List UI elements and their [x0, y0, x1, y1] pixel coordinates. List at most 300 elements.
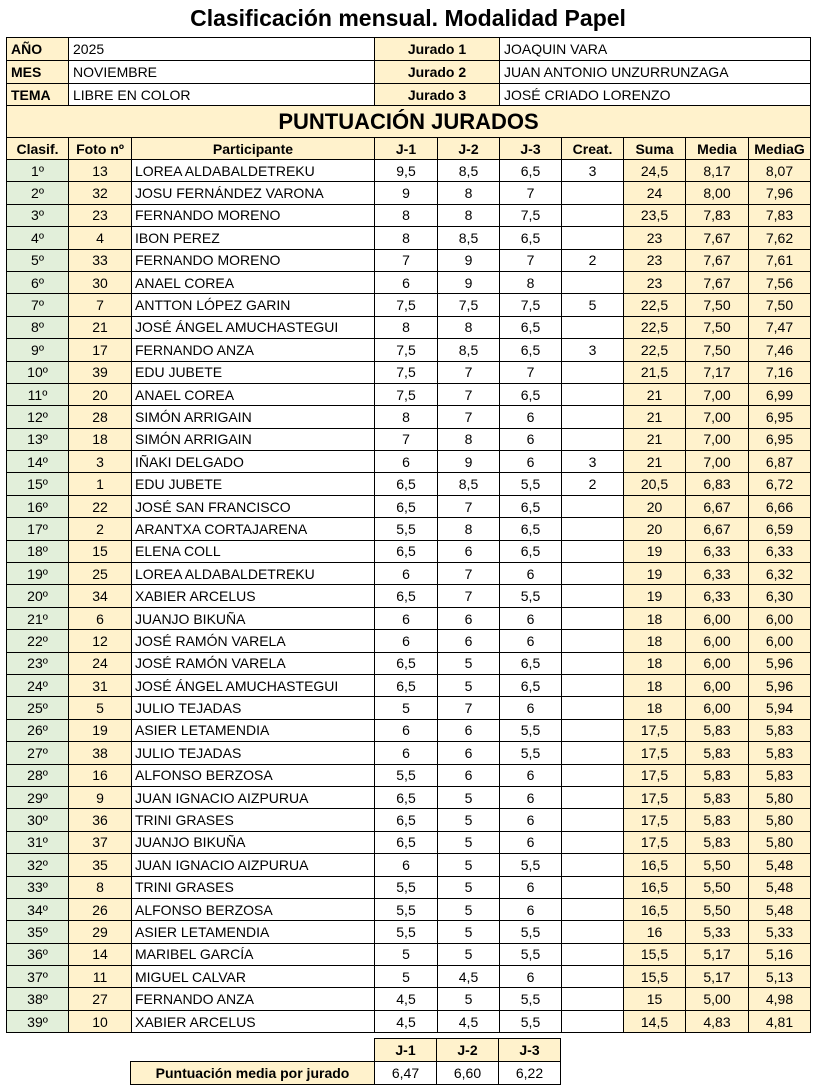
j3-cell: 7: [500, 361, 562, 383]
mediag-cell: 5,80: [749, 786, 811, 808]
participant-cell: ANAEL COREA: [132, 383, 375, 405]
j3-cell: 6: [500, 607, 562, 629]
foto-cell: 18: [69, 428, 132, 450]
j2-cell: 7,5: [438, 294, 500, 316]
info-row-mes: [7, 61, 811, 84]
suma-cell: 15: [624, 988, 686, 1010]
table-row: [7, 585, 811, 607]
table-row: [7, 271, 811, 293]
creat-cell: 3: [562, 339, 624, 361]
rank-cell: 12º: [7, 406, 69, 428]
j3-cell: 5,5: [500, 943, 562, 965]
foto-cell: 3: [69, 451, 132, 473]
participant-cell: IÑAKI DELGADO: [132, 451, 375, 473]
j1-cell: 6,5: [375, 674, 438, 696]
scores-table: [6, 105, 811, 1033]
rank-cell: 20º: [7, 585, 69, 607]
j3-cell: 5,5: [500, 988, 562, 1010]
j1-cell: 7,5: [375, 361, 438, 383]
j2-cell: 7: [438, 585, 500, 607]
rank-cell: 10º: [7, 361, 69, 383]
rank-cell: 5º: [7, 249, 69, 271]
foto-cell: 31: [69, 674, 132, 696]
foto-cell: 15: [69, 540, 132, 562]
table-row: [7, 988, 811, 1010]
j3-cell: 6,5: [500, 495, 562, 517]
media-cell: 5,83: [686, 719, 749, 741]
j2-cell: 8,5: [438, 160, 500, 182]
suma-cell: 21: [624, 428, 686, 450]
j3-cell: 6: [500, 831, 562, 853]
media-cell: 7,00: [686, 406, 749, 428]
participant-cell: MIGUEL CALVAR: [132, 966, 375, 988]
media-cell: 6,00: [686, 652, 749, 674]
participant-cell: JULIO TEJADAS: [132, 697, 375, 719]
suma-cell: 15,5: [624, 966, 686, 988]
mediag-cell: 7,46: [749, 339, 811, 361]
table-row: [7, 249, 811, 271]
creat-cell: [562, 697, 624, 719]
summary-value-j2: 6,60: [437, 1062, 499, 1085]
creat-cell: [562, 182, 624, 204]
j2-cell: 4,5: [438, 966, 500, 988]
media-cell: 6,67: [686, 518, 749, 540]
mediag-cell: 5,16: [749, 943, 811, 965]
creat-cell: [562, 428, 624, 450]
mediag-cell: 6,72: [749, 473, 811, 495]
table-row: [7, 697, 811, 719]
mediag-cell: 6,59: [749, 518, 811, 540]
j3-cell: 5,5: [500, 1010, 562, 1032]
rank-cell: 6º: [7, 271, 69, 293]
j2-cell: 7: [438, 361, 500, 383]
suma-cell: 17,5: [624, 742, 686, 764]
creat-cell: [562, 316, 624, 338]
creat-cell: [562, 563, 624, 585]
rank-cell: 7º: [7, 294, 69, 316]
participant-cell: ASIER LETAMENDIA: [132, 719, 375, 741]
j1-cell: 6,5: [375, 473, 438, 495]
rank-cell: 37º: [7, 966, 69, 988]
table-row: [7, 898, 811, 920]
j2-cell: 9: [438, 271, 500, 293]
media-cell: 6,00: [686, 697, 749, 719]
suma-cell: 22,5: [624, 294, 686, 316]
table-row: [7, 540, 811, 562]
foto-cell: 2: [69, 518, 132, 540]
foto-cell: 20: [69, 383, 132, 405]
table-row: [7, 383, 811, 405]
foto-cell: 38: [69, 742, 132, 764]
j1-cell: 6,5: [375, 809, 438, 831]
j2-cell: 8,5: [438, 227, 500, 249]
foto-cell: 12: [69, 630, 132, 652]
suma-cell: 21: [624, 383, 686, 405]
j3-cell: 7,5: [500, 204, 562, 226]
j1-cell: 5,5: [375, 876, 438, 898]
foto-cell: 37: [69, 831, 132, 853]
media-cell: 7,00: [686, 383, 749, 405]
suma-cell: 16,5: [624, 898, 686, 920]
rank-cell: 19º: [7, 563, 69, 585]
j2-cell: 8: [438, 316, 500, 338]
rank-cell: 2º: [7, 182, 69, 204]
mediag-cell: 7,61: [749, 249, 811, 271]
creat-cell: [562, 966, 624, 988]
j1-cell: 8: [375, 204, 438, 226]
j1-cell: 8: [375, 227, 438, 249]
j2-cell: 6: [438, 630, 500, 652]
j1-cell: 8: [375, 316, 438, 338]
table-row: [7, 652, 811, 674]
j3-cell: 6: [500, 898, 562, 920]
media-cell: 6,83: [686, 473, 749, 495]
media-cell: 5,00: [686, 988, 749, 1010]
participant-cell: JOSÉ ÁNGEL AMUCHASTEGUI: [132, 316, 375, 338]
info-row-ano: [7, 38, 811, 61]
participant-cell: XABIER ARCELUS: [132, 1010, 375, 1032]
header-j2: J-2: [438, 138, 500, 160]
j1-cell: 5: [375, 966, 438, 988]
media-cell: 5,50: [686, 898, 749, 920]
ano-label: AÑO: [7, 38, 69, 61]
rank-cell: 35º: [7, 921, 69, 943]
creat-cell: [562, 674, 624, 696]
rank-cell: 30º: [7, 809, 69, 831]
j3-cell: 6,5: [500, 227, 562, 249]
participant-cell: ALFONSO BERZOSA: [132, 898, 375, 920]
mediag-cell: 5,96: [749, 674, 811, 696]
rank-cell: 24º: [7, 674, 69, 696]
header-suma: Suma: [624, 138, 686, 160]
suma-cell: 17,5: [624, 764, 686, 786]
creat-cell: [562, 921, 624, 943]
media-cell: 6,33: [686, 585, 749, 607]
foto-cell: 22: [69, 495, 132, 517]
suma-cell: 15,5: [624, 943, 686, 965]
participant-cell: IBON PEREZ: [132, 227, 375, 249]
j2-cell: 6: [438, 719, 500, 741]
j1-cell: 5,5: [375, 764, 438, 786]
creat-cell: 5: [562, 294, 624, 316]
jurado1-label: Jurado 1: [375, 38, 500, 61]
suma-cell: 24,5: [624, 160, 686, 182]
suma-cell: 17,5: [624, 786, 686, 808]
rank-cell: 8º: [7, 316, 69, 338]
table-row: [7, 786, 811, 808]
j1-cell: 4,5: [375, 1010, 438, 1032]
participant-cell: FERNANDO ANZA: [132, 988, 375, 1010]
table-row: [7, 361, 811, 383]
mediag-cell: 5,80: [749, 831, 811, 853]
j3-cell: 6,5: [500, 383, 562, 405]
media-cell: 5,83: [686, 786, 749, 808]
suma-cell: 18: [624, 697, 686, 719]
media-cell: 5,50: [686, 854, 749, 876]
j3-cell: 5,5: [500, 473, 562, 495]
j3-cell: 6: [500, 630, 562, 652]
mediag-cell: 6,33: [749, 540, 811, 562]
summary-value-j1: 6,47: [375, 1062, 437, 1085]
foto-cell: 11: [69, 966, 132, 988]
j2-cell: 7: [438, 495, 500, 517]
foto-cell: 33: [69, 249, 132, 271]
foto-cell: 16: [69, 764, 132, 786]
suma-cell: 21: [624, 451, 686, 473]
j2-cell: 5: [438, 921, 500, 943]
table-row: [7, 160, 811, 182]
j2-cell: 5: [438, 786, 500, 808]
mediag-cell: 4,81: [749, 1010, 811, 1032]
creat-cell: [562, 630, 624, 652]
j2-cell: 9: [438, 249, 500, 271]
j1-cell: 6,5: [375, 540, 438, 562]
j1-cell: 6,5: [375, 495, 438, 517]
creat-cell: 3: [562, 160, 624, 182]
creat-cell: [562, 1010, 624, 1032]
table-row: [7, 406, 811, 428]
j3-cell: 6,5: [500, 518, 562, 540]
suma-cell: 18: [624, 652, 686, 674]
suma-cell: 14,5: [624, 1010, 686, 1032]
suma-cell: 20,5: [624, 473, 686, 495]
mediag-cell: 5,96: [749, 652, 811, 674]
header-clasif: Clasif.: [7, 138, 69, 160]
creat-cell: [562, 764, 624, 786]
j2-cell: 5: [438, 652, 500, 674]
media-cell: 6,33: [686, 563, 749, 585]
table-row: [7, 630, 811, 652]
media-cell: 5,83: [686, 742, 749, 764]
table-row: [7, 204, 811, 226]
j1-cell: 6: [375, 630, 438, 652]
foto-cell: 8: [69, 876, 132, 898]
media-cell: 4,83: [686, 1010, 749, 1032]
rank-cell: 31º: [7, 831, 69, 853]
j3-cell: 6: [500, 876, 562, 898]
creat-cell: [562, 854, 624, 876]
foto-cell: 10: [69, 1010, 132, 1032]
media-cell: 6,33: [686, 540, 749, 562]
j1-cell: 6,5: [375, 786, 438, 808]
j3-cell: 6,5: [500, 316, 562, 338]
scores-banner: PUNTUACIÓN JURADOS: [7, 106, 811, 138]
j2-cell: 8: [438, 518, 500, 540]
rank-cell: 23º: [7, 652, 69, 674]
header-creat: Creat.: [562, 138, 624, 160]
foto-cell: 35: [69, 854, 132, 876]
j2-cell: 8,5: [438, 473, 500, 495]
table-row: [7, 316, 811, 338]
rank-cell: 15º: [7, 473, 69, 495]
j2-cell: 7: [438, 563, 500, 585]
mediag-cell: 4,98: [749, 988, 811, 1010]
rank-cell: 4º: [7, 227, 69, 249]
foto-cell: 39: [69, 361, 132, 383]
header-mediag: MediaG: [749, 138, 811, 160]
participant-cell: JUANJO BIKUÑA: [132, 831, 375, 853]
participant-cell: JOSÉ SAN FRANCISCO: [132, 495, 375, 517]
table-row: [7, 451, 811, 473]
mediag-cell: 7,83: [749, 204, 811, 226]
participant-cell: JOSÉ RAMÓN VARELA: [132, 652, 375, 674]
foto-cell: 9: [69, 786, 132, 808]
suma-cell: 18: [624, 607, 686, 629]
header-j3: J-3: [500, 138, 562, 160]
j1-cell: 6: [375, 854, 438, 876]
mediag-cell: 6,32: [749, 563, 811, 585]
mediag-cell: 6,66: [749, 495, 811, 517]
participant-cell: JULIO TEJADAS: [132, 742, 375, 764]
j1-cell: 7: [375, 428, 438, 450]
tema-label: TEMA: [7, 84, 69, 107]
media-cell: 5,50: [686, 876, 749, 898]
mediag-cell: 5,48: [749, 876, 811, 898]
info-table: [6, 37, 811, 107]
mediag-cell: 5,48: [749, 854, 811, 876]
j2-cell: 6: [438, 742, 500, 764]
suma-cell: 22,5: [624, 339, 686, 361]
j1-cell: 9,5: [375, 160, 438, 182]
j1-cell: 6,5: [375, 585, 438, 607]
j1-cell: 5: [375, 697, 438, 719]
media-cell: 7,67: [686, 227, 749, 249]
foto-cell: 7: [69, 294, 132, 316]
creat-cell: [562, 271, 624, 293]
participant-cell: LOREA ALDABALDETREKU: [132, 563, 375, 585]
media-cell: 7,67: [686, 249, 749, 271]
rank-cell: 27º: [7, 742, 69, 764]
creat-cell: [562, 204, 624, 226]
tema-value: LIBRE EN COLOR: [69, 84, 375, 107]
suma-cell: 21,5: [624, 361, 686, 383]
participant-cell: ALFONSO BERZOSA: [132, 764, 375, 786]
foto-cell: 32: [69, 182, 132, 204]
foto-cell: 28: [69, 406, 132, 428]
header-j1: J-1: [375, 138, 438, 160]
foto-cell: 36: [69, 809, 132, 831]
mediag-cell: 8,07: [749, 160, 811, 182]
j1-cell: 5,5: [375, 518, 438, 540]
mediag-cell: 7,50: [749, 294, 811, 316]
jurado2-label: Jurado 2: [375, 61, 500, 84]
mediag-cell: 5,13: [749, 966, 811, 988]
j3-cell: 7: [500, 182, 562, 204]
table-row: [7, 966, 811, 988]
creat-cell: [562, 742, 624, 764]
rank-cell: 29º: [7, 786, 69, 808]
scores-header-row: [7, 138, 811, 160]
summary-value-j3: 6,22: [499, 1062, 561, 1085]
mediag-cell: 6,00: [749, 630, 811, 652]
participant-cell: EDU JUBETE: [132, 361, 375, 383]
j2-cell: 7: [438, 697, 500, 719]
suma-cell: 16,5: [624, 876, 686, 898]
scores-body: [7, 160, 811, 1033]
j2-cell: 5: [438, 854, 500, 876]
mes-value: NOVIEMBRE: [69, 61, 375, 84]
mes-label: MES: [7, 61, 69, 84]
mediag-cell: 7,47: [749, 316, 811, 338]
ano-value: 2025: [69, 38, 375, 61]
suma-cell: 21: [624, 406, 686, 428]
j1-cell: 7,5: [375, 294, 438, 316]
creat-cell: [562, 719, 624, 741]
j1-cell: 5,5: [375, 921, 438, 943]
mediag-cell: 7,96: [749, 182, 811, 204]
foto-cell: 25: [69, 563, 132, 585]
mediag-cell: 7,56: [749, 271, 811, 293]
suma-cell: 17,5: [624, 831, 686, 853]
jurado3-label: Jurado 3: [375, 84, 500, 107]
j1-cell: 6: [375, 271, 438, 293]
j3-cell: 6: [500, 966, 562, 988]
j1-cell: 6: [375, 719, 438, 741]
j3-cell: 6,5: [500, 160, 562, 182]
suma-cell: 22,5: [624, 316, 686, 338]
participant-cell: JUAN IGNACIO AIZPURUA: [132, 786, 375, 808]
j2-cell: 6: [438, 540, 500, 562]
j2-cell: 5: [438, 674, 500, 696]
table-row: [7, 428, 811, 450]
media-cell: 7,50: [686, 339, 749, 361]
j3-cell: 5,5: [500, 719, 562, 741]
participant-cell: XABIER ARCELUS: [132, 585, 375, 607]
suma-cell: 20: [624, 495, 686, 517]
rank-cell: 28º: [7, 764, 69, 786]
suma-cell: 18: [624, 674, 686, 696]
foto-cell: 19: [69, 719, 132, 741]
mediag-cell: 5,83: [749, 719, 811, 741]
foto-cell: 13: [69, 160, 132, 182]
j3-cell: 8: [500, 271, 562, 293]
participant-cell: JUAN IGNACIO AIZPURUA: [132, 854, 375, 876]
j2-cell: 4,5: [438, 1010, 500, 1032]
foto-cell: 23: [69, 204, 132, 226]
mediag-cell: 6,95: [749, 428, 811, 450]
participant-cell: SIMÓN ARRIGAIN: [132, 406, 375, 428]
j2-cell: 5: [438, 988, 500, 1010]
j3-cell: 6: [500, 428, 562, 450]
media-cell: 7,50: [686, 294, 749, 316]
creat-cell: 2: [562, 249, 624, 271]
media-cell: 6,00: [686, 607, 749, 629]
mediag-cell: 5,83: [749, 764, 811, 786]
mediag-cell: 5,83: [749, 742, 811, 764]
media-cell: 8,00: [686, 182, 749, 204]
rank-cell: 33º: [7, 876, 69, 898]
suma-cell: 23,5: [624, 204, 686, 226]
rank-cell: 13º: [7, 428, 69, 450]
mediag-cell: 6,95: [749, 406, 811, 428]
j2-cell: 8: [438, 428, 500, 450]
media-cell: 7,00: [686, 428, 749, 450]
j2-cell: 6: [438, 764, 500, 786]
j3-cell: 6,5: [500, 652, 562, 674]
mediag-cell: 7,62: [749, 227, 811, 249]
creat-cell: [562, 898, 624, 920]
table-row: [7, 563, 811, 585]
participant-cell: FERNANDO ANZA: [132, 339, 375, 361]
j1-cell: 7: [375, 249, 438, 271]
j1-cell: 5: [375, 943, 438, 965]
foto-cell: 4: [69, 227, 132, 249]
table-row: [7, 607, 811, 629]
media-cell: 5,17: [686, 943, 749, 965]
j2-cell: 6: [438, 607, 500, 629]
header-media: Media: [686, 138, 749, 160]
rank-cell: 9º: [7, 339, 69, 361]
